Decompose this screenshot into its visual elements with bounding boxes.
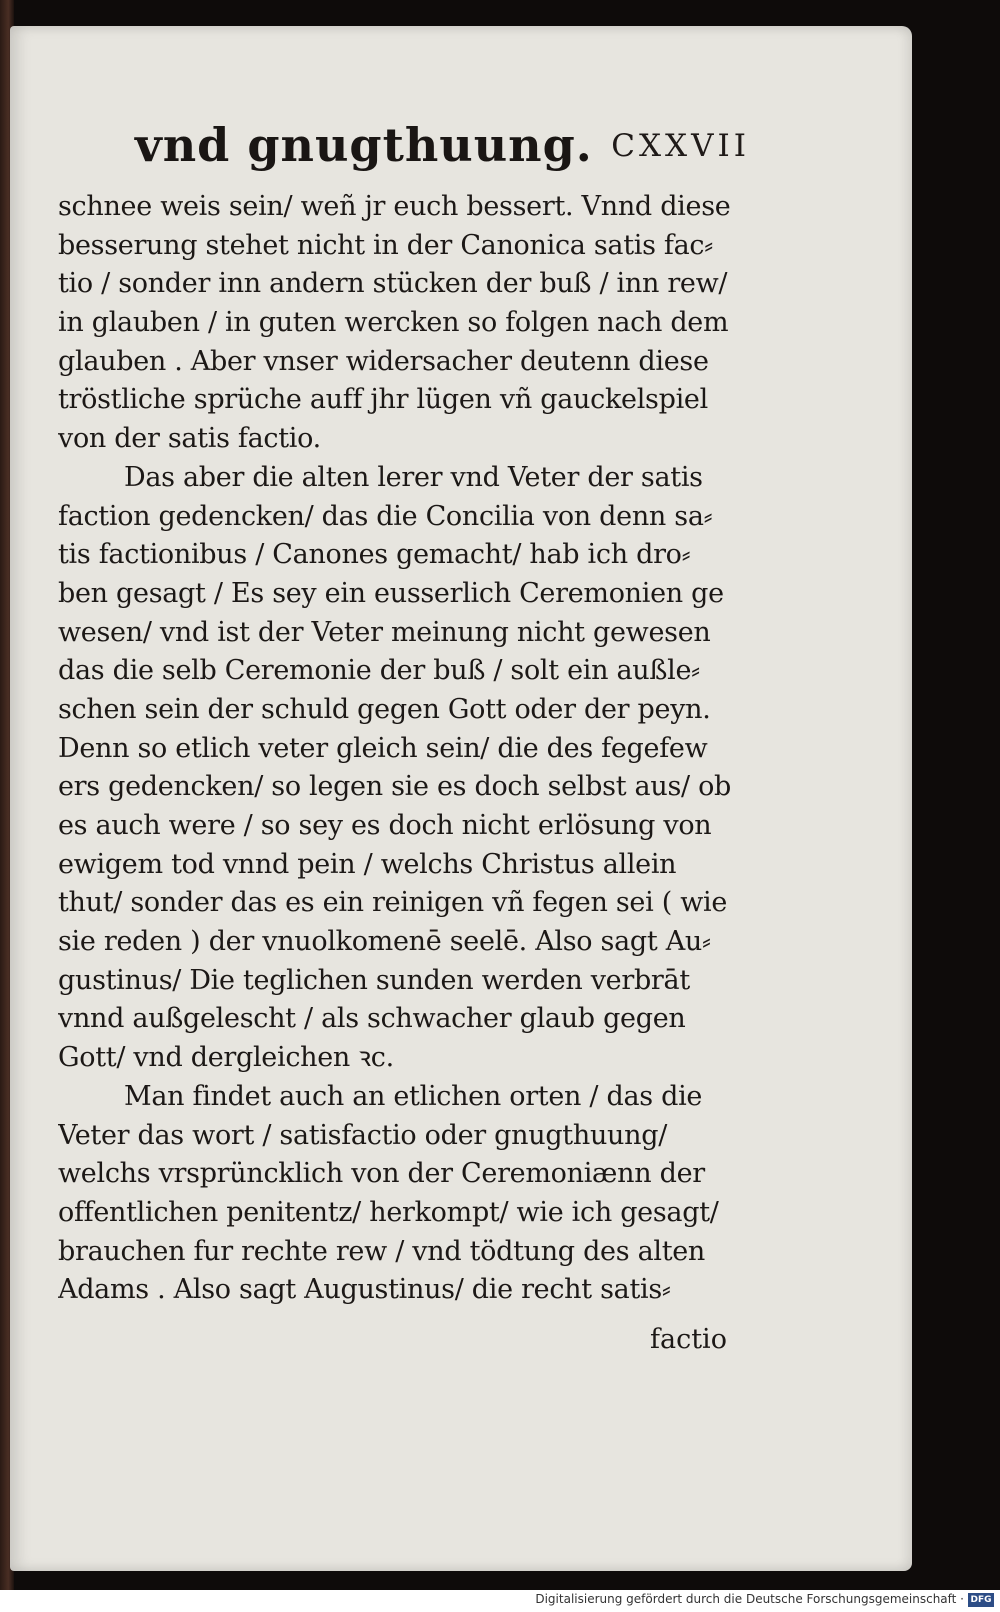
text-line: von der satis factio. — [58, 423, 321, 455]
folio-number: CXXVII — [611, 128, 750, 164]
text-line: brauchen fur rechte rew / vnd tödtung des alten — [58, 1235, 706, 1267]
text-line: Das aber die alten lerer vnd Veter der satis — [124, 461, 703, 493]
text-line: vnnd außgelescht / als schwacher glaub gegen — [58, 1003, 686, 1035]
text-line: thut/ sonder das es ein reinigen vñ fegen sei ( wie — [58, 887, 728, 919]
text-line: tio / sonder inn andern stücken der buß / inn rew/ — [58, 268, 728, 300]
text-line: tis factionibus / Canones gemacht/ hab ich dro⸗ — [58, 539, 691, 571]
text-line: Man findet auch an etlichen orten / das die — [124, 1080, 703, 1112]
text-block — [58, 188, 748, 1388]
page-header — [135, 118, 750, 178]
text-line: tröstliche sprüche auff jhr lügen vñ gauckelspiel — [58, 384, 708, 416]
funding-credit: Digitalisierung gefördert durch die Deutsche Forschungsgemeinschaft · — [535, 1592, 964, 1606]
text-line: sie reden ) der vnuolkomenē seelē. Also sagt Au⸗ — [58, 926, 711, 958]
text-line: Adams . Also sagt Augustinus/ die recht satis⸗ — [58, 1274, 671, 1306]
text-line: ers gedencken/ so legen sie es doch selbst aus/ ob — [58, 771, 732, 803]
text-line: das die selb Ceremonie der buß / solt ein außle⸗ — [58, 655, 700, 687]
text-line: besserung stehet nicht in der Canonica satis fac⸗ — [58, 229, 713, 261]
text-line: wesen/ vnd ist der Veter meinung nicht gewesen — [58, 616, 711, 648]
text-line: ewigem tod vnnd pein / welchs Christus allein — [58, 848, 677, 880]
running-head: vnd gnugthuung. — [135, 118, 593, 172]
dfg-logo: DFG — [968, 1593, 994, 1607]
text-line: schen sein der schuld gegen Gott oder der peyn. — [58, 693, 711, 725]
text-line: offentlichen penitentz/ herkompt/ wie ich gesagt/ — [58, 1196, 719, 1228]
text-line: gustinus/ Die teglichen sunden werden verbrāt — [58, 964, 690, 996]
text-line: Veter das wort / satisfactio oder gnugthuung/ — [58, 1119, 667, 1151]
footer-bar — [0, 1590, 1000, 1612]
text-line: glauben . Aber vnser widersacher deutenn diese — [58, 345, 709, 377]
text-line: ben gesagt / Es sey ein eusserlich Ceremonien ge — [58, 577, 724, 609]
text-line: schnee weis sein/ weñ jr euch bessert. Vnnd diese — [58, 191, 731, 222]
text-line: welchs vrsprüncklich von der Ceremoniænn der — [58, 1158, 705, 1190]
text-line: Gott/ vnd dergleichen ꝛc. — [58, 1042, 394, 1074]
text-line: es auch were / so sey es doch nicht erlösung von — [58, 810, 712, 841]
text-line: in glauben / in guten wercken so folgen nach dem — [58, 307, 729, 339]
text-line: Denn so etlich veter gleich sein/ die des fegefew — [58, 732, 708, 764]
text-line: faction gedencken/ das die Concilia von denn sa⸗ — [58, 500, 713, 532]
catchword: factio — [650, 1324, 727, 1355]
